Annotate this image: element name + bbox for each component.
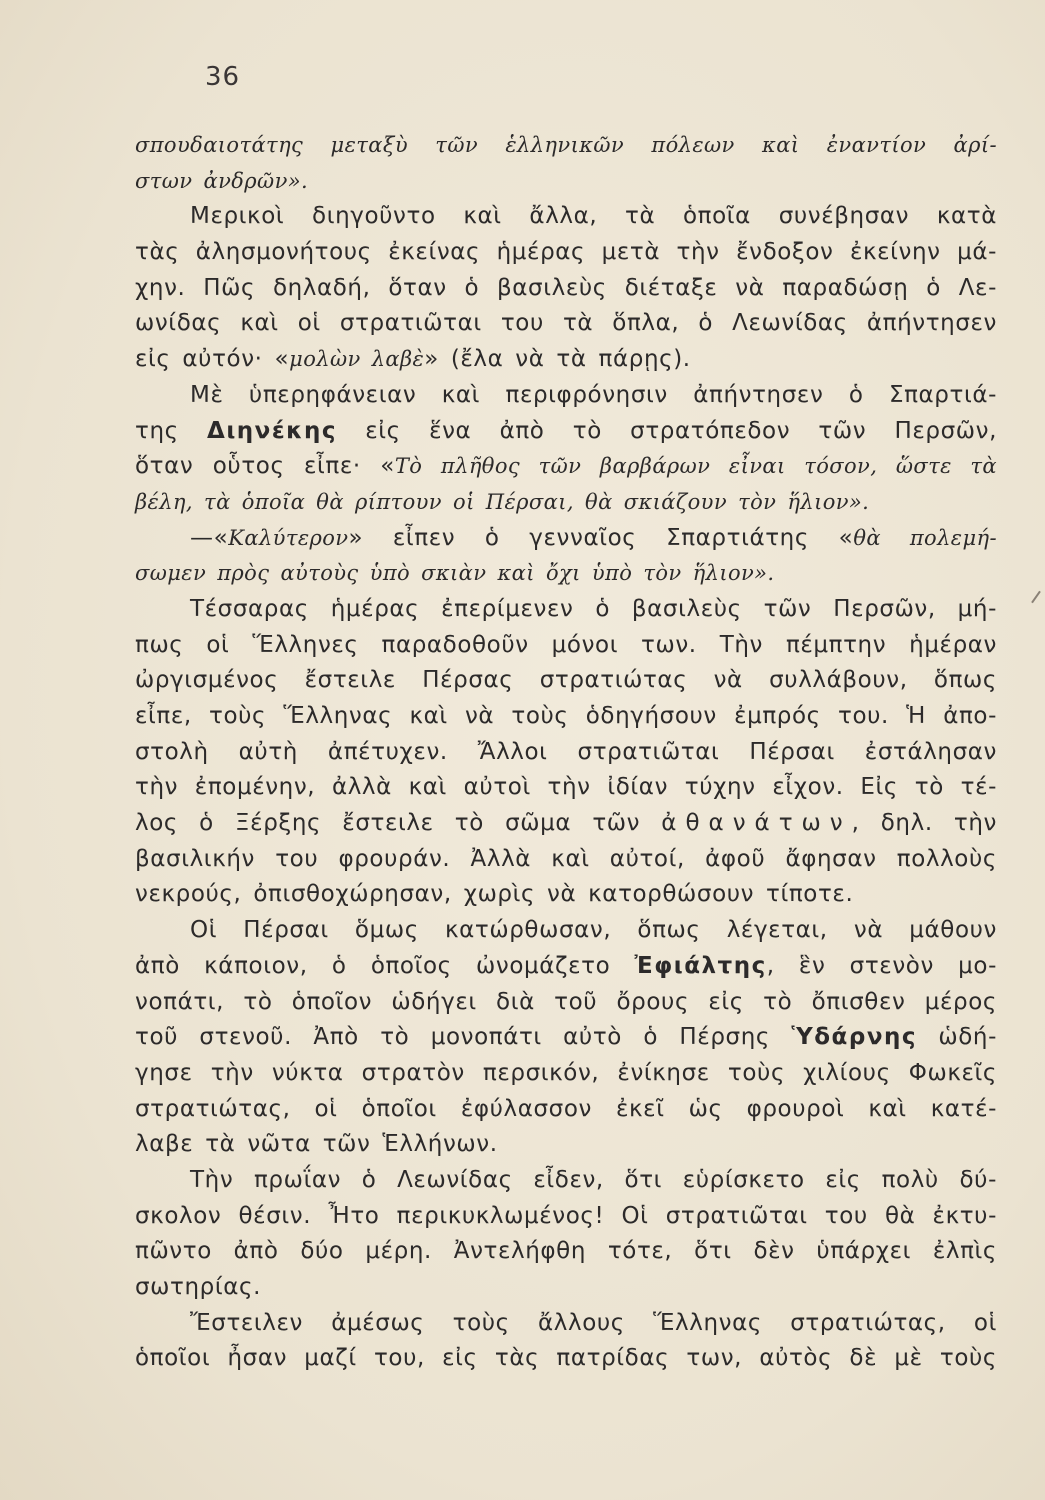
text-segment: ὡδή- — [917, 1024, 997, 1051]
text-line — [135, 1163, 997, 1199]
text-segment: —« — [190, 524, 229, 551]
text-segment: ὁποῖοι ἦσαν μαζί του, εἰς τὰς πατρίδας των, αὐτὸς δὲ μὲ τοὺς — [135, 1345, 997, 1372]
text-segment: εἰς αὐτόν· « — [135, 346, 290, 373]
bold-name: Ὑδάρνης — [791, 1024, 917, 1051]
text-line — [135, 842, 997, 878]
quoted-italic-text: θὰ πολεμή- — [853, 525, 997, 550]
text-line — [135, 770, 997, 806]
text-segment: τὰς ἀλησμονήτους ἐκείνας ἡμέρας μετὰ τὴν ἔνδοξον ἐκείνην μά- — [135, 239, 997, 266]
text-line — [135, 949, 997, 985]
text-segment: πῶντο ἀπὸ δύο μέρη. Ἀντελήφθη τότε, ὅτι δὲν ὑπάρχει ἐλπὶς — [135, 1238, 997, 1265]
text-line — [135, 1020, 997, 1056]
text-line — [135, 235, 997, 271]
text-line — [135, 306, 997, 342]
text-segment: Τέσσαρας ἡμέρας ἐπερίμενεν ὁ βασιλεὺς τῶν Περσῶν, μή- — [190, 595, 997, 622]
text-segment: γησε τὴν νύκτα στρατὸν περσικόν, ἐνίκησε τοὺς χιλίους Φωκεῖς — [135, 1059, 997, 1086]
text-line — [135, 1341, 997, 1377]
quoted-italic-text: Καλύτερον — [228, 525, 349, 550]
text-segment: » εἶπεν ὁ γενναῖος Σπαρτιάτης « — [348, 524, 854, 551]
text-segment: , ἓν στενὸν μο- — [766, 952, 997, 979]
text-line — [135, 913, 997, 949]
text-segment: τοῦ στενοῦ. Ἀπὸ τὸ μονοπάτι αὐτὸ ὁ Πέρσης — [135, 1024, 792, 1051]
bold-name: Ἐφιάλτης — [634, 952, 767, 979]
text-segment: ὅταν οὗτος εἶπε· « — [135, 453, 395, 480]
text-line — [135, 164, 997, 200]
text-line — [135, 699, 997, 735]
text-segment: νεκρούς, ὀπισθοχώρησαν, χωρὶς νὰ κατορθώσουν τίποτε. — [135, 881, 854, 908]
text-line — [135, 378, 997, 414]
text-line — [135, 521, 997, 557]
text-line — [135, 556, 997, 592]
text-segment: Τὴν πρωΐαν ὁ Λεωνίδας εἶδεν, ὅτι εὑρίσκετο εἰς πολὺ δύ- — [190, 1166, 997, 1193]
text-line — [135, 1092, 997, 1128]
body-text — [135, 128, 997, 1377]
text-segment: ἀπὸ κάποιον, ὁ ὁποῖος ὠνομάζετο — [135, 952, 635, 979]
quoted-italic-text: βέλη, τὰ ὁποῖα θὰ ρίπτουν οἱ Πέρσαι, θὰ σκιάζουν τὸν ἥλιον». — [135, 489, 870, 514]
text-segment: σωτηρίας. — [135, 1274, 262, 1300]
quoted-italic-text: σπουδαιοτάτης μεταξὺ τῶν ἑλληνικῶν πόλεων καὶ ἐναντίον ἀρί- — [135, 133, 997, 157]
text-line — [135, 985, 997, 1021]
text-segment: στρατιώτας, οἱ ὁποῖοι ἐφύλασσον ἐκεῖ ὡς φρουροὶ καὶ κατέ- — [135, 1095, 997, 1122]
text-segment: Ἔστειλεν ἀμέσως τοὺς ἄλλους Ἕλληνας στρατιώτας, οἱ — [190, 1309, 997, 1336]
text-line — [135, 485, 997, 521]
text-segment: Μὲ ὑπερηφάνειαν καὶ περιφρόνησιν ἀπήντησεν ὁ Σπαρτιά- — [190, 381, 997, 408]
text-line — [135, 342, 997, 378]
text-line — [135, 449, 997, 485]
text-line — [135, 128, 997, 164]
text-line — [135, 271, 997, 307]
text-line — [135, 199, 997, 235]
text-segment: τὴν ἐπομένην, ἀλλὰ καὶ αὐτοὶ τὴν ἰδίαν τύχην εἶχον. Εἰς τὸ τέ- — [135, 774, 997, 801]
text-line — [135, 877, 997, 913]
text-segment: σκολον θέσιν. Ἦτο περικυκλωμένος! Οἱ στρατιῶται του θὰ ἐκτυ- — [135, 1202, 997, 1229]
text-segment: της — [135, 417, 208, 444]
quoted-italic-text: Τὸ πλῆθος τῶν βαρβάρων εἶναι τόσον, ὥστε τὰ — [394, 454, 997, 479]
text-segment: λος ὁ Ξέρξης ἔστειλε τὸ σῶμα τῶν — [135, 810, 662, 837]
page-edge-mark — [1031, 591, 1041, 604]
text-line — [135, 1234, 997, 1270]
text-line — [135, 1127, 997, 1163]
text-line — [135, 592, 997, 628]
text-segment: Μερικοὶ διηγοῦντο καὶ ἄλλα, τὰ ὁποῖα συνέβησαν κατὰ — [190, 203, 997, 230]
text-segment: εἰς ἕνα ἀπὸ τὸ στρατόπεδον τῶν Περσῶν, — [336, 417, 997, 444]
text-line — [135, 628, 997, 664]
quoted-italic-text: μολὼν λαβὲ — [289, 347, 425, 372]
text-segment: ωνίδας καὶ οἱ στρατιῶται του τὰ ὅπλα, ὁ Λεωνίδας ἀπήντησεν — [135, 310, 997, 337]
text-segment: βασιλικήν του φρουράν. Ἀλλὰ καὶ αὐτοί, ἀφοῦ ἄφησαν πολλοὺς — [135, 845, 997, 872]
text-line — [135, 414, 997, 450]
text-segment: πως οἱ Ἕλληνες παραδοθοῦν μόνοι των. Τὴν πέμπτην ἡμέραν — [135, 631, 997, 658]
bold-name: Διηνέκης — [207, 417, 337, 444]
page-number: 36 — [205, 62, 241, 92]
text-line — [135, 1306, 997, 1342]
text-segment: , δηλ. τὴν — [851, 810, 997, 837]
text-line — [135, 1270, 997, 1306]
text-segment: » (ἔλα νὰ τὰ πάρῃς). — [424, 346, 691, 373]
text-segment: στολὴ αὐτὴ ἀπέτυχεν. Ἄλλοι στρατιῶται Πέρσαι ἐστάλησαν — [135, 738, 997, 765]
text-line — [135, 1056, 997, 1092]
text-line — [135, 735, 997, 771]
quoted-italic-text: στων ἀνδρῶν». — [135, 168, 309, 193]
text-segment: λαβε τὰ νῶτα τῶν Ἑλλήνων. — [135, 1131, 498, 1158]
text-segment: εἶπε, τοὺς Ἕλληνας καὶ νὰ τοὺς ὁδηγήσουν ἐμπρός του. Ἡ ἀπο- — [135, 703, 997, 729]
text-segment: ἀθανάτων — [661, 810, 852, 837]
text-line — [135, 806, 997, 842]
text-line — [135, 1199, 997, 1235]
quoted-italic-text: σωμεν πρὸς αὐτοὺς ὑπὸ σκιὰν καὶ ὄχι ὑπὸ τὸν ἥλιον». — [135, 561, 775, 586]
text-segment: νοπάτι, τὸ ὁποῖον ὡδήγει διὰ τοῦ ὄρους εἰς τὸ ὄπισθεν μέρος — [135, 988, 997, 1015]
text-segment: Οἱ Πέρσαι ὅμως κατώρθωσαν, ὅπως λέγεται, νὰ μάθουν — [190, 917, 997, 944]
text-segment: χην. Πῶς δηλαδή, ὅταν ὁ βασιλεὺς διέταξε νὰ παραδώσῃ ὁ Λε- — [135, 274, 997, 301]
text-segment: ὠργισμένος ἔστειλε Πέρσας στρατιώτας νὰ συλλάβουν, ὅπως — [135, 667, 997, 694]
text-line — [135, 663, 997, 699]
